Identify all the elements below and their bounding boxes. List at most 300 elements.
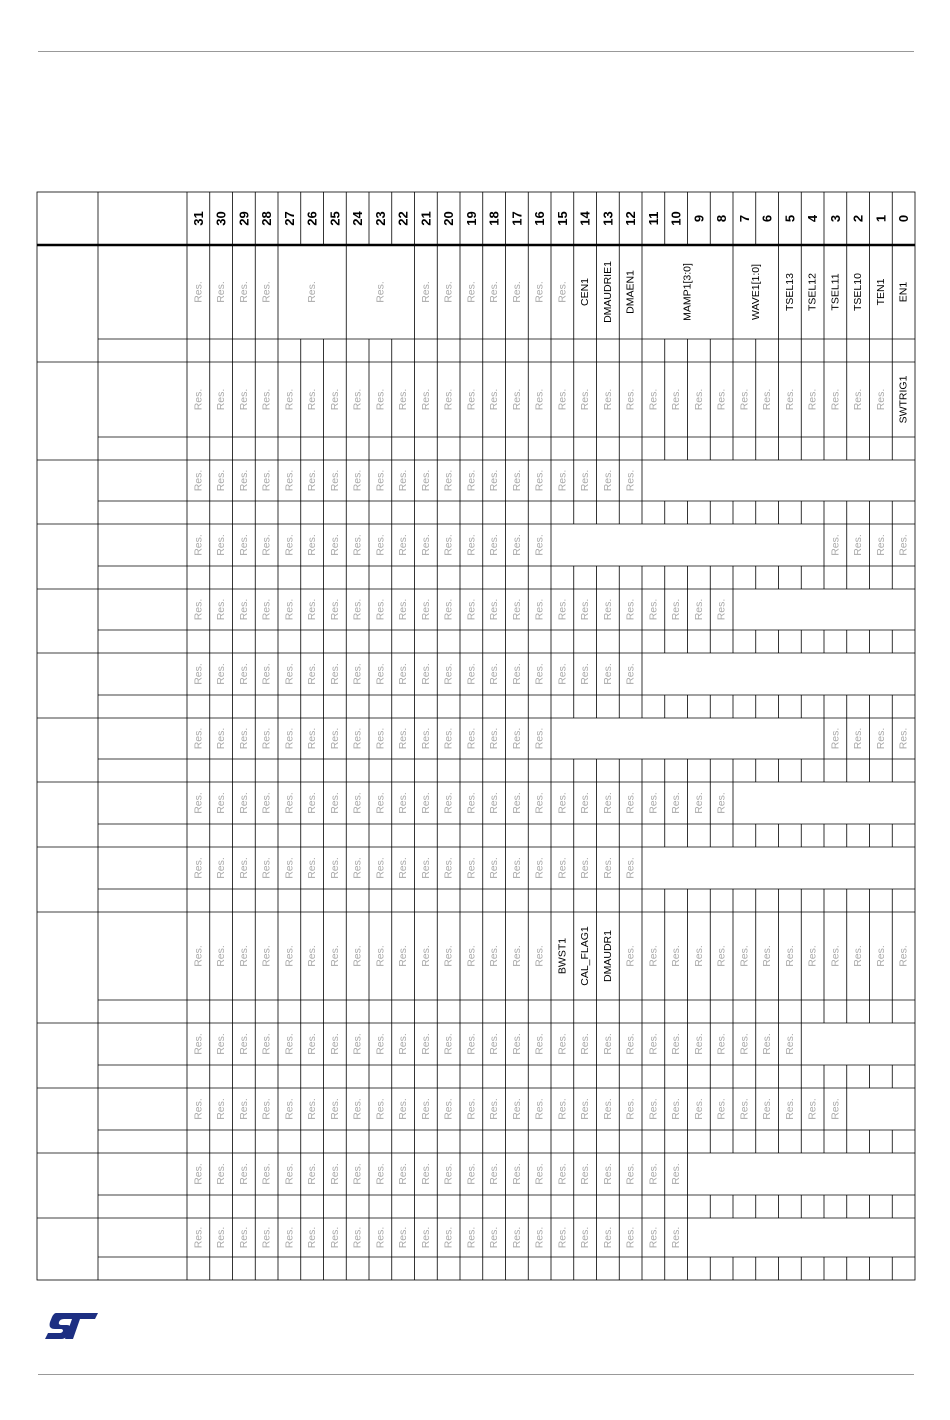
reserved-bit: Res.: [442, 469, 455, 492]
reserved-bit: Res.: [465, 1033, 478, 1055]
bit-number-14: 14: [577, 211, 593, 226]
reserved-bit: Res.: [874, 388, 887, 411]
reserved-bit: Res.: [465, 945, 478, 967]
reserved-bit: Res.: [897, 534, 910, 556]
reserved-bit: Res.: [579, 1226, 592, 1249]
reserved-bit: Res.: [374, 534, 387, 556]
reserved-bit: Res.: [829, 945, 842, 967]
reserved-bit: Res.: [397, 1226, 410, 1249]
reserved-bit: Res.: [192, 792, 205, 814]
reserved-bit: Res.: [738, 1033, 751, 1055]
reserved-bit: Res.: [419, 945, 432, 967]
reserved-bit: Res.: [328, 792, 341, 814]
reserved-bit: Res.: [670, 1098, 683, 1120]
bit-number-4: 4: [805, 214, 821, 223]
reserved-bit: Res.: [192, 1226, 205, 1249]
reserved-bit: Res.: [442, 534, 455, 556]
bit-number-25: 25: [327, 211, 343, 226]
reserved-bit: Res.: [692, 792, 705, 814]
reserved-bit: Res.: [237, 598, 250, 621]
reserved-bit: Res.: [192, 857, 205, 879]
field-swtrig1: SWTRIG1: [897, 375, 910, 424]
reserved-bit: Res.: [442, 388, 455, 411]
reserved-bit: Res.: [738, 1098, 751, 1120]
reserved-bit: Res.: [670, 1163, 683, 1185]
reserved-bit: Res.: [192, 598, 205, 621]
reserved-bit: Res.: [624, 1163, 637, 1185]
reserved-bit: Res.: [510, 1226, 523, 1249]
reserved-bit: Res.: [260, 388, 273, 411]
bit-number-24: 24: [350, 211, 366, 226]
reserved-bit: Res.: [306, 1033, 319, 1055]
reserved-bit: Res.: [624, 598, 637, 621]
reserved-bit: Res.: [738, 388, 751, 411]
reserved-bit: Res.: [328, 945, 341, 967]
reserved-bit: Res.: [237, 1163, 250, 1185]
bit-number-22: 22: [395, 211, 411, 226]
field-dmaudrie1: DMAUDRIE1: [601, 261, 614, 323]
reserved-bit: Res.: [715, 388, 728, 411]
reserved-bit: Res.: [283, 598, 296, 621]
reserved-bit: Res.: [374, 727, 387, 750]
reserved-bit: Res.: [215, 663, 228, 685]
reserved-bit: Res.: [351, 857, 364, 879]
reserved-bit: Res.: [283, 663, 296, 685]
reserved-bit: Res.: [328, 534, 341, 556]
reserved-bit: Res.: [442, 663, 455, 685]
reserved-bit: Res.: [601, 469, 614, 492]
bit-number-11: 11: [645, 211, 661, 226]
reserved-bit: Res.: [419, 1226, 432, 1249]
reserved-bit: Res.: [533, 945, 546, 967]
reserved-bit: Res.: [306, 1098, 319, 1120]
reserved-bit: Res.: [306, 388, 319, 411]
reserved-bit: Res.: [465, 1226, 478, 1249]
bit-number-27: 27: [281, 211, 297, 226]
reserved-bit: Res.: [783, 388, 796, 411]
reserved-bit: Res.: [624, 1226, 637, 1249]
reserved-bit: Res.: [442, 727, 455, 750]
reserved-bit: Res.: [897, 945, 910, 967]
reserved-bit: Res.: [647, 1098, 660, 1120]
field-tsel13: TSEL13: [783, 273, 796, 311]
reserved-bit: Res.: [465, 534, 478, 556]
field-dmaudr1: DMAUDR1: [601, 930, 614, 982]
reserved-bit: Res.: [465, 388, 478, 411]
bit-number-12: 12: [623, 211, 639, 226]
reserved-bit: Res.: [556, 1033, 569, 1055]
reserved-bit: Res.: [397, 534, 410, 556]
reserved-bit: Res.: [533, 792, 546, 814]
reserved-bit: Res.: [601, 663, 614, 685]
reserved-bit: Res.: [761, 388, 774, 411]
reserved-bit: Res.: [624, 857, 637, 879]
reserved-bit: Res.: [579, 1098, 592, 1120]
reserved-bit: Res.: [328, 857, 341, 879]
reserved-bit: Res.: [510, 598, 523, 621]
reserved-bit: Res.: [806, 1098, 819, 1120]
reserved-bit: Res.: [556, 663, 569, 685]
reserved-bit: Res.: [488, 534, 501, 556]
reserved-bit: Res.: [556, 857, 569, 879]
reserved-bit: Res.: [237, 281, 250, 303]
reserved-bit: Res.: [715, 1033, 728, 1055]
reserved-bit: Res.: [442, 792, 455, 814]
reserved-bit: Res.: [692, 598, 705, 621]
reserved-bit: Res.: [556, 1226, 569, 1249]
reserved-bit: Res.: [533, 1163, 546, 1185]
reserved-bit: Res.: [692, 945, 705, 967]
reserved-bit: Res.: [374, 469, 387, 492]
reserved-bit: Res.: [306, 281, 319, 303]
reserved-bit: Res.: [192, 1033, 205, 1055]
reserved-bit: Res.: [374, 1226, 387, 1249]
bit-number-8: 8: [714, 214, 730, 223]
reserved-bit: Res.: [533, 1098, 546, 1120]
reserved-bit: Res.: [556, 1163, 569, 1185]
reserved-bit: Res.: [419, 1098, 432, 1120]
reserved-bit: Res.: [215, 1098, 228, 1120]
reserved-bit: Res.: [874, 727, 887, 750]
reserved-bit: Res.: [852, 945, 865, 967]
reserved-bit: Res.: [374, 1098, 387, 1120]
reserved-bit: Res.: [465, 598, 478, 621]
reserved-bit: Res.: [488, 1098, 501, 1120]
reserved-bit: Res.: [738, 945, 751, 967]
reserved-bit: Res.: [510, 727, 523, 750]
reserved-bit: Res.: [283, 1098, 296, 1120]
reserved-bit: Res.: [351, 1033, 364, 1055]
reserved-bit: Res.: [260, 792, 273, 814]
reserved-bit: Res.: [556, 1098, 569, 1120]
reserved-bit: Res.: [579, 1033, 592, 1055]
reserved-bit: Res.: [260, 1226, 273, 1249]
reserved-bit: Res.: [579, 792, 592, 814]
st-logo-s: [45, 1313, 98, 1339]
reserved-bit: Res.: [260, 663, 273, 685]
reserved-bit: Res.: [260, 945, 273, 967]
reserved-bit: Res.: [715, 1098, 728, 1120]
field-ten1: TEN1: [874, 278, 887, 306]
reserved-bit: Res.: [647, 598, 660, 621]
reserved-bit: Res.: [488, 281, 501, 303]
reserved-bit: Res.: [192, 663, 205, 685]
reserved-bit: Res.: [533, 727, 546, 750]
reserved-bit: Res.: [510, 663, 523, 685]
reserved-bit: Res.: [510, 1033, 523, 1055]
reserved-bit: Res.: [351, 945, 364, 967]
reserved-bit: Res.: [283, 1033, 296, 1055]
reserved-bit: Res.: [374, 281, 387, 303]
reserved-bit: Res.: [510, 945, 523, 967]
reserved-bit: Res.: [465, 1098, 478, 1120]
reserved-bit: Res.: [215, 281, 228, 303]
reserved-bit: Res.: [192, 945, 205, 967]
reserved-bit: Res.: [397, 663, 410, 685]
reserved-bit: Res.: [351, 1098, 364, 1120]
reserved-bit: Res.: [829, 1098, 842, 1120]
reserved-bit: Res.: [852, 388, 865, 411]
reserved-bit: Res.: [601, 792, 614, 814]
reserved-bit: Res.: [283, 857, 296, 879]
bit-number-13: 13: [600, 211, 616, 226]
reserved-bit: Res.: [419, 281, 432, 303]
field-mamp1-3-0: MAMP1[3:0]: [681, 263, 694, 321]
reserved-bit: Res.: [647, 1226, 660, 1249]
reserved-bit: Res.: [488, 792, 501, 814]
reserved-bit: Res.: [328, 663, 341, 685]
reserved-bit: Res.: [260, 727, 273, 750]
field-wave1-1-0: WAVE1[1:0]: [749, 263, 762, 321]
reserved-bit: Res.: [328, 1033, 341, 1055]
reserved-bit: Res.: [488, 727, 501, 750]
reserved-bit: Res.: [829, 727, 842, 750]
bit-number-19: 19: [463, 211, 479, 226]
reserved-bit: Res.: [328, 469, 341, 492]
reserved-bit: Res.: [374, 388, 387, 411]
reserved-bit: Res.: [419, 663, 432, 685]
reserved-bit: Res.: [783, 1033, 796, 1055]
reserved-bit: Res.: [488, 1226, 501, 1249]
reserved-bit: Res.: [237, 1033, 250, 1055]
reserved-bit: Res.: [306, 857, 319, 879]
reserved-bit: Res.: [351, 469, 364, 492]
reserved-bit: Res.: [533, 1033, 546, 1055]
reserved-bit: Res.: [419, 1033, 432, 1055]
reserved-bit: Res.: [419, 727, 432, 750]
reserved-bit: Res.: [397, 598, 410, 621]
reserved-bit: Res.: [897, 727, 910, 750]
reserved-bit: Res.: [260, 598, 273, 621]
bit-number-7: 7: [736, 214, 752, 223]
reserved-bit: Res.: [419, 598, 432, 621]
reserved-bit: Res.: [533, 281, 546, 303]
reserved-bit: Res.: [351, 663, 364, 685]
reserved-bit: Res.: [465, 281, 478, 303]
reserved-bit: Res.: [670, 1033, 683, 1055]
reserved-bit: Res.: [510, 857, 523, 879]
st-logo: [42, 1310, 102, 1342]
reserved-bit: Res.: [306, 534, 319, 556]
reserved-bit: Res.: [192, 727, 205, 750]
reserved-bit: Res.: [533, 1226, 546, 1249]
reserved-bit: Res.: [852, 534, 865, 556]
reserved-bit: Res.: [374, 945, 387, 967]
reserved-bit: Res.: [488, 663, 501, 685]
reserved-bit: Res.: [237, 945, 250, 967]
reserved-bit: Res.: [351, 598, 364, 621]
reserved-bit: Res.: [556, 281, 569, 303]
reserved-bit: Res.: [783, 945, 796, 967]
bit-number-10: 10: [668, 211, 684, 226]
reserved-bit: Res.: [237, 1098, 250, 1120]
reserved-bit: Res.: [419, 792, 432, 814]
bit-number-29: 29: [236, 211, 252, 226]
reserved-bit: Res.: [579, 598, 592, 621]
reserved-bit: Res.: [556, 598, 569, 621]
reserved-bit: Res.: [260, 469, 273, 492]
reserved-bit: Res.: [237, 1226, 250, 1249]
reserved-bit: Res.: [533, 469, 546, 492]
reserved-bit: Res.: [397, 1033, 410, 1055]
reserved-bit: Res.: [260, 281, 273, 303]
reserved-bit: Res.: [260, 857, 273, 879]
reserved-bit: Res.: [465, 857, 478, 879]
field-cen1: CEN1: [579, 277, 592, 307]
field-tsel11: TSEL11: [829, 273, 842, 311]
reserved-bit: Res.: [647, 792, 660, 814]
reserved-bit: Res.: [283, 388, 296, 411]
reserved-bit: Res.: [624, 1033, 637, 1055]
reserved-bit: Res.: [237, 469, 250, 492]
reserved-bit: Res.: [328, 1098, 341, 1120]
reserved-bit: Res.: [829, 534, 842, 556]
reserved-bit: Res.: [556, 792, 569, 814]
reserved-bit: Res.: [351, 1226, 364, 1249]
bit-number-28: 28: [259, 211, 275, 226]
reserved-bit: Res.: [306, 945, 319, 967]
reserved-bit: Res.: [647, 388, 660, 411]
reserved-bit: Res.: [328, 1226, 341, 1249]
bit-number-18: 18: [486, 211, 502, 226]
reserved-bit: Res.: [442, 281, 455, 303]
reserved-bit: Res.: [328, 727, 341, 750]
reserved-bit: Res.: [601, 1098, 614, 1120]
reserved-bit: Res.: [624, 945, 637, 967]
reserved-bit: Res.: [715, 945, 728, 967]
reserved-bit: Res.: [624, 663, 637, 685]
bit-number-17: 17: [509, 211, 525, 226]
reserved-bit: Res.: [237, 663, 250, 685]
reserved-bit: Res.: [715, 598, 728, 621]
reserved-bit: Res.: [442, 1163, 455, 1185]
reserved-bit: Res.: [260, 534, 273, 556]
bit-number-26: 26: [304, 211, 320, 226]
reserved-bit: Res.: [306, 1226, 319, 1249]
reserved-bit: Res.: [283, 534, 296, 556]
reserved-bit: Res.: [465, 792, 478, 814]
reserved-bit: Res.: [533, 663, 546, 685]
field-tsel10: TSEL10: [852, 273, 865, 311]
reserved-bit: Res.: [442, 945, 455, 967]
bit-number-2: 2: [850, 214, 866, 223]
reserved-bit: Res.: [306, 1163, 319, 1185]
reserved-bit: Res.: [510, 534, 523, 556]
reserved-bit: Res.: [419, 534, 432, 556]
bit-number-16: 16: [532, 211, 548, 226]
reserved-bit: Res.: [556, 469, 569, 492]
reserved-bit: Res.: [283, 469, 296, 492]
reserved-bit: Res.: [442, 857, 455, 879]
reserved-bit: Res.: [556, 388, 569, 411]
bit-number-20: 20: [441, 211, 457, 226]
reserved-bit: Res.: [397, 857, 410, 879]
reserved-bit: Res.: [283, 1163, 296, 1185]
reserved-bit: Res.: [715, 792, 728, 814]
reserved-bit: Res.: [670, 945, 683, 967]
reserved-bit: Res.: [601, 1226, 614, 1249]
reserved-bit: Res.: [510, 469, 523, 492]
reserved-bit: Res.: [510, 1163, 523, 1185]
reserved-bit: Res.: [465, 727, 478, 750]
reserved-bit: Res.: [260, 1163, 273, 1185]
reserved-bit: Res.: [761, 1098, 774, 1120]
reserved-bit: Res.: [328, 388, 341, 411]
reserved-bit: Res.: [670, 792, 683, 814]
reserved-bit: Res.: [374, 1033, 387, 1055]
reserved-bit: Res.: [192, 388, 205, 411]
reserved-bit: Res.: [306, 663, 319, 685]
reserved-bit: Res.: [510, 1098, 523, 1120]
reserved-bit: Res.: [351, 792, 364, 814]
reserved-bit: Res.: [283, 792, 296, 814]
reserved-bit: Res.: [215, 534, 228, 556]
reserved-bit: Res.: [601, 857, 614, 879]
reserved-bit: Res.: [533, 857, 546, 879]
reserved-bit: Res.: [283, 945, 296, 967]
reserved-bit: Res.: [510, 792, 523, 814]
reserved-bit: Res.: [215, 598, 228, 621]
reserved-bit: Res.: [237, 857, 250, 879]
reserved-bit: Res.: [442, 1226, 455, 1249]
reserved-bit: Res.: [419, 469, 432, 492]
reserved-bit: Res.: [761, 1033, 774, 1055]
bit-number-9: 9: [691, 214, 707, 223]
reserved-bit: Res.: [488, 945, 501, 967]
reserved-bit: Res.: [215, 1163, 228, 1185]
bit-number-1: 1: [873, 214, 889, 223]
field-dmaen1: DMAEN1: [624, 270, 637, 314]
reserved-bit: Res.: [442, 1098, 455, 1120]
reserved-bit: Res.: [465, 663, 478, 685]
reserved-bit: Res.: [351, 388, 364, 411]
reserved-bit: Res.: [488, 598, 501, 621]
reserved-bit: Res.: [283, 727, 296, 750]
reserved-bit: Res.: [692, 1033, 705, 1055]
reserved-bit: Res.: [419, 857, 432, 879]
bit-number-6: 6: [759, 214, 775, 223]
bit-number-23: 23: [372, 211, 388, 226]
reserved-bit: Res.: [215, 727, 228, 750]
reserved-bit: Res.: [397, 388, 410, 411]
bit-number-5: 5: [782, 214, 798, 223]
reserved-bit: Res.: [374, 792, 387, 814]
reserved-bit: Res.: [510, 281, 523, 303]
bit-number-3: 3: [827, 214, 843, 223]
bit-number-31: 31: [190, 211, 206, 226]
reserved-bit: Res.: [624, 469, 637, 492]
reserved-bit: Res.: [374, 598, 387, 621]
reserved-bit: Res.: [397, 945, 410, 967]
reserved-bit: Res.: [419, 1163, 432, 1185]
reserved-bit: Res.: [419, 388, 432, 411]
reserved-bit: Res.: [601, 1163, 614, 1185]
reserved-bit: Res.: [874, 945, 887, 967]
reserved-bit: Res.: [465, 1163, 478, 1185]
reserved-bit: Res.: [806, 945, 819, 967]
reserved-bit: Res.: [488, 857, 501, 879]
reserved-bit: Res.: [601, 1033, 614, 1055]
reserved-bit: Res.: [442, 1033, 455, 1055]
field-en1: EN1: [897, 281, 910, 303]
reserved-bit: Res.: [397, 727, 410, 750]
reserved-bit: Res.: [579, 663, 592, 685]
reserved-bit: Res.: [624, 1098, 637, 1120]
bit-number-0: 0: [896, 214, 912, 223]
reserved-bit: Res.: [692, 1098, 705, 1120]
reserved-bit: Res.: [237, 792, 250, 814]
reserved-bit: Res.: [374, 663, 387, 685]
